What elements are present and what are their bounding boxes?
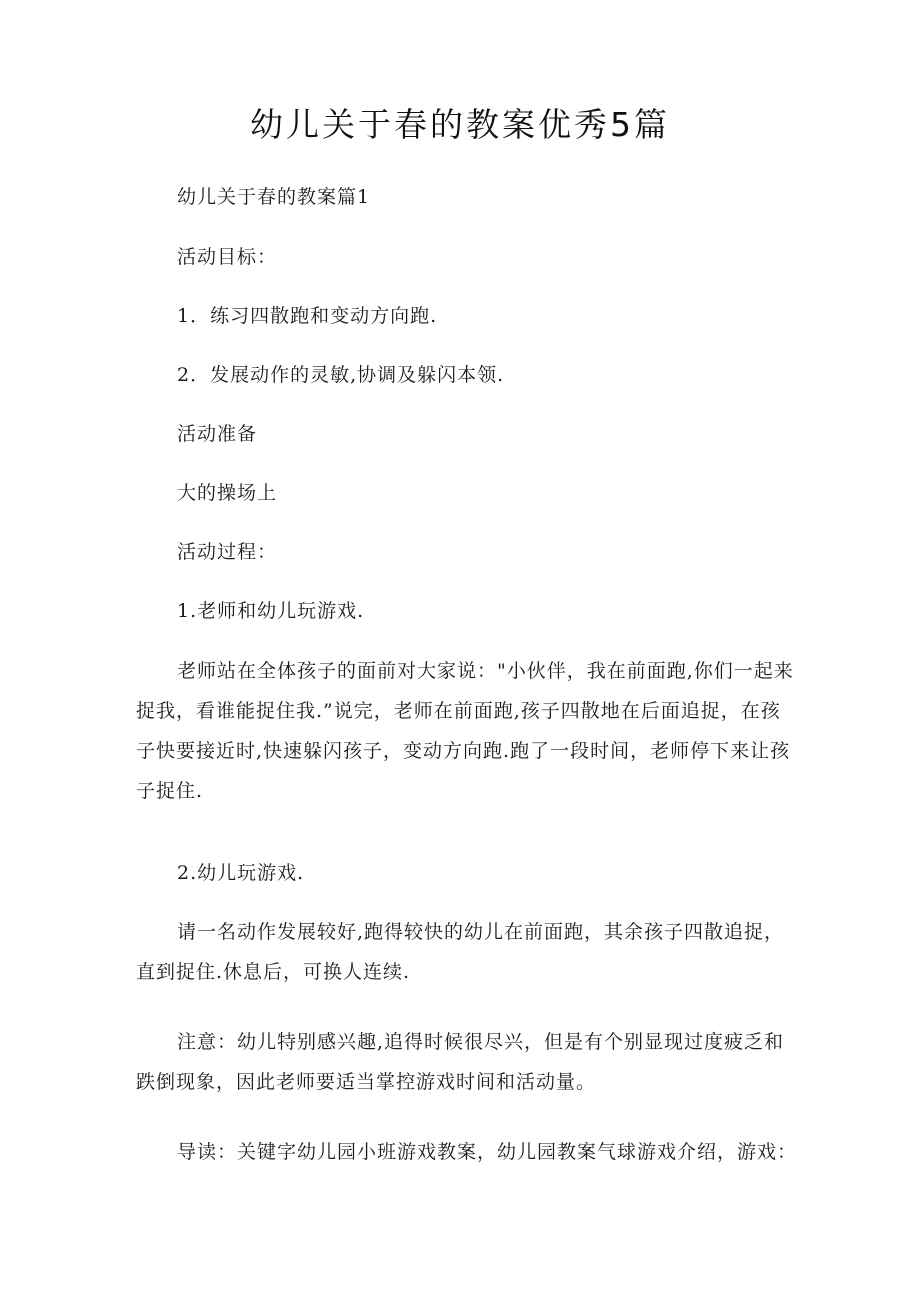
preparation-label: 活动准备: [177, 423, 258, 445]
step-1-paragraph: 老师站在全体孩子的面前对大家说："小伙伴，我在前面跑,你们一起来捉我，看谁能捉住我.”说完，老师在前面跑,孩子四散地在后面追捉，在孩子快要接近时,快速躲闪孩子，变动方向跑.跑了一段时间，老师停下来让孩子捉住.: [136, 660, 794, 802]
note-paragraph: 注意：幼儿特别感兴趣,追得时候很尽兴，但是有个别显现过度疲乏和跌倒现象，因此老师要适当掌控游戏时间和活动量。: [136, 1031, 785, 1093]
step-2-paragraph: 请一名动作发展较好,跑得较快的幼儿在前面跑，其余孩子四散追捉，直到捉住.休息后，可换人连续.: [136, 921, 785, 983]
process-label: 活动过程：: [177, 541, 278, 563]
step-1-heading: 1.老师和幼儿玩游戏.: [177, 600, 365, 622]
section-heading: 幼儿关于春的教案篇1: [177, 186, 371, 208]
guide-text: 导读：关键字幼儿园小班游戏教案，幼儿园教案气球游戏介绍，游戏：: [177, 1141, 798, 1163]
preparation-text: 大的操场上: [177, 482, 278, 504]
objective-item-2: 2．发展动作的灵敏,协调及躲闪本领.: [177, 364, 505, 386]
step-2-heading: 2.幼儿玩游戏.: [177, 862, 305, 884]
page-title: 幼儿关于春的教案优秀5篇: [250, 105, 670, 144]
objective-item-1: 1．练习四散跑和变动方向跑.: [177, 305, 438, 327]
objectives-label: 活动目标：: [177, 246, 278, 268]
